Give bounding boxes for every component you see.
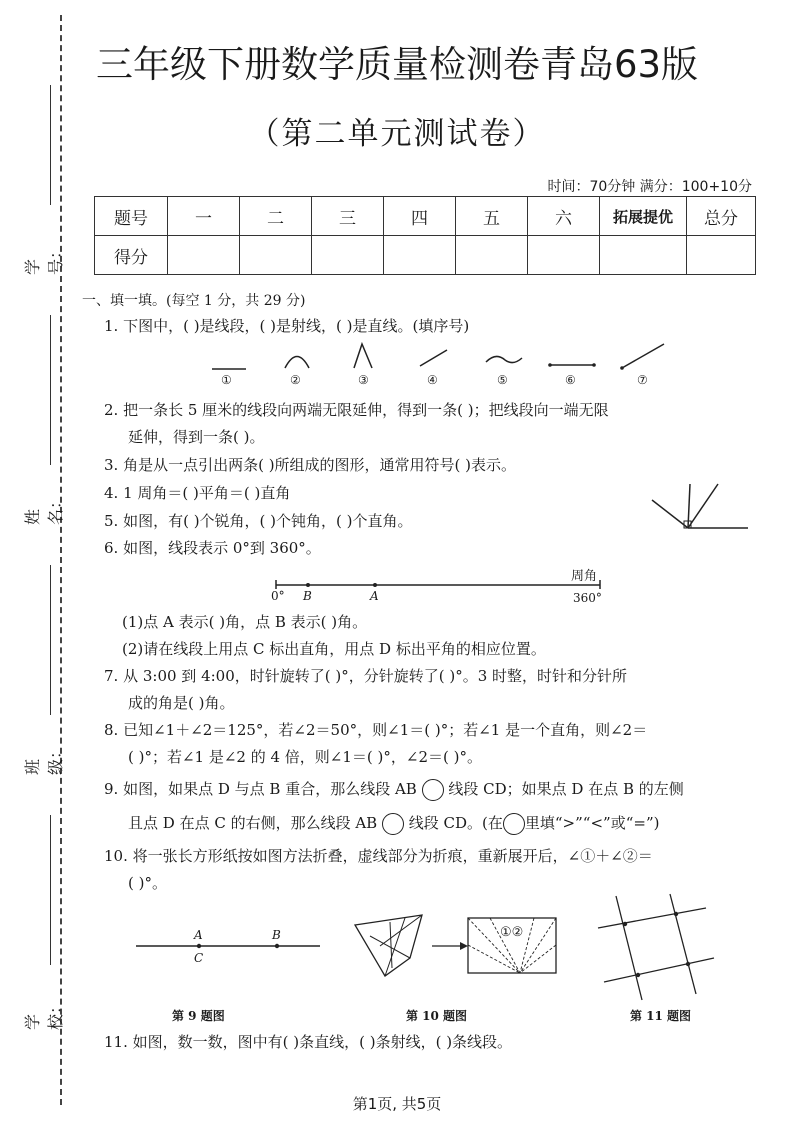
table-cell: 三 (312, 197, 384, 236)
question-7-line-2: 成的角是( )角。 (128, 694, 235, 712)
question-6-part-1: (1)点 A 表示( )角，点 B 表示( )角。 (122, 613, 368, 631)
question-10-line-2: ( )°。 (128, 874, 167, 892)
q6-label-360: 360° (573, 591, 602, 605)
question-2-line-2: 延伸，得到一条( )。 (128, 428, 265, 446)
question-5: 5. 如图，有( )个锐角，( )个钝角，( )个直角。 (104, 512, 413, 530)
q9-text: 且点 D 在点 C 的右侧，那么线段 AB (128, 814, 378, 832)
question-10-line-1: 10. 将一张长方形纸按如图方法折叠，虚线部分为折痕，重新展开后，∠①＋∠②＝ (104, 847, 653, 865)
fig9-caption: 第 9 题图 (172, 1009, 225, 1023)
table-cell: 六 (528, 197, 600, 236)
table-cell: 五 (456, 197, 528, 236)
fig11-caption: 第 11 题图 (630, 1009, 692, 1023)
section-heading: 一、填一填。(每空 1 分，共 29 分) (82, 293, 306, 309)
table-cell: 一 (168, 197, 240, 236)
table-cell: 题号 (95, 197, 168, 236)
sidebar-label: 学校： (23, 997, 65, 1030)
q9-text: 线段 CD。(在 (408, 814, 503, 832)
page-subtitle: （第二单元测试卷） (248, 116, 546, 152)
question-3: 3. 角是从一点引出两条( )所组成的图形，通常用符号( )表示。 (104, 456, 517, 474)
table-cell: 总分 (687, 197, 756, 236)
table-cell: 四 (384, 197, 456, 236)
q9-text: 线段 CD；如果点 D 在点 B 的左侧 (448, 780, 684, 798)
page-number: 第1页, 共5页 (352, 1095, 442, 1113)
q6-label-b: B (303, 589, 312, 603)
question-1: 1. 下图中，( )是线段，( )是射线，( )是直线。(填序号) (104, 317, 470, 335)
question-8-line-2: ( )°；若∠1 是∠2 的 4 倍，则∠1＝( )°，∠2＝( )°。 (128, 748, 482, 766)
fig9-label-b: B (272, 928, 281, 942)
page-title: 三年级下册数学质量检测卷青岛63版 (95, 43, 699, 86)
sidebar-label: 姓名： (23, 492, 65, 525)
fig9-label-a: A (194, 928, 203, 942)
question-4: 4. 1 周角＝( )平角＝( )直角 (104, 484, 291, 502)
figure-label: ③ (358, 373, 369, 387)
table-cell: 二 (240, 197, 312, 236)
q6-label-a: A (370, 589, 379, 603)
fig10-angle-labels: ①② (500, 925, 524, 940)
q9-text: 9. 如图，如果点 D 与点 B 重合，那么线段 AB (104, 780, 417, 798)
figure-label: ⑥ (565, 373, 576, 387)
q6-label-zhoujiao: 周角 (571, 569, 598, 584)
question-2-line-1: 2. 把一条长 5 厘米的线段向两端无限延伸，得到一条( )；把线段向一端无限 (104, 401, 609, 419)
sidebar-label: 班级： (23, 742, 65, 775)
fig10-caption: 第 10 题图 (406, 1009, 468, 1023)
table-cell: 得分 (95, 236, 168, 275)
figure-label: ⑤ (497, 373, 508, 387)
q6-label-0: 0° (271, 589, 285, 603)
table-cell: 拓展提优 (600, 197, 687, 236)
question-8-line-1: 8. 已知∠1＋∠2＝125°，若∠2＝50°，则∠1＝( )°；若∠1 是一个直角，则∠2＝ (104, 721, 648, 739)
figure-label: ④ (427, 373, 438, 387)
figure-label: ① (221, 373, 232, 387)
question-6-part-2: (2)请在线段上用点 C 标出直角，用点 D 标出平角的相应位置。 (122, 640, 546, 658)
question-11: 11. 如图，数一数，图中有( )条直线，( )条射线，( )条线段。 (104, 1033, 513, 1051)
question-6: 6. 如图，线段表示 0°到 360°。 (104, 539, 321, 557)
exam-meta: 时间：70分钟 满分：100+10分 (547, 179, 752, 195)
sidebar-label: 学号： (23, 242, 65, 275)
figure-label: ⑦ (637, 373, 648, 387)
question-7-line-1: 7. 从 3:00 到 4:00，时针旋转了( )°，分针旋转了( )°。3 时整，时针和分针所 (104, 667, 628, 685)
fig9-label-c: C (194, 951, 204, 965)
q9-text: 里填“>”“<”或“=”) (524, 814, 660, 832)
figure-label: ② (290, 373, 301, 387)
